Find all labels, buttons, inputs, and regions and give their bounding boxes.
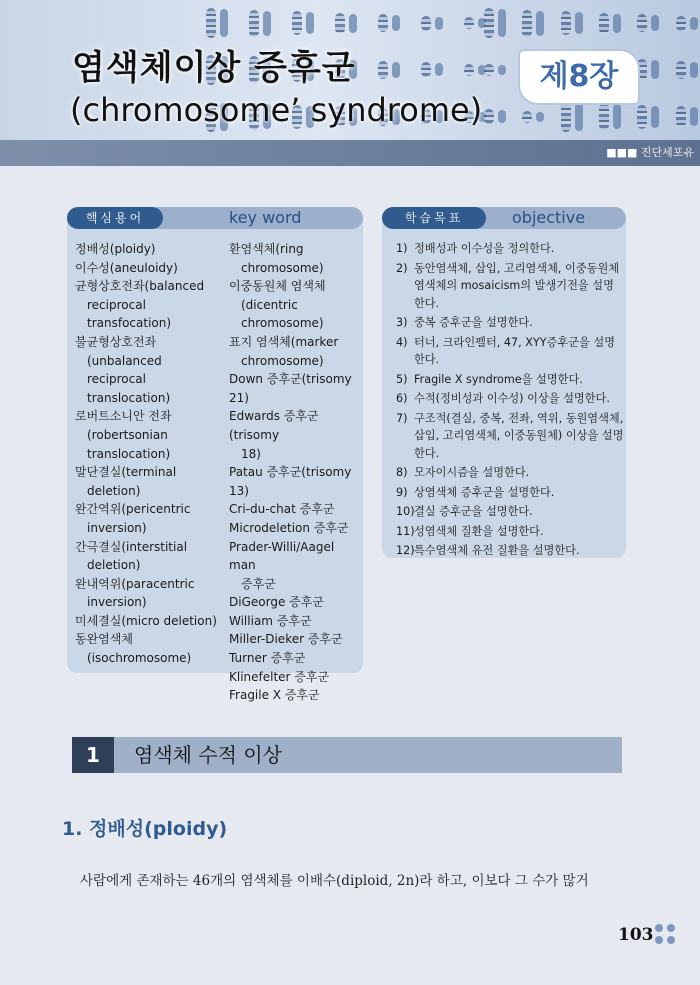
key-term-line: 증후군 bbox=[241, 576, 276, 591]
key-term-line: 균형상호전좌(balanced bbox=[75, 279, 205, 294]
chromosome-pair-icon bbox=[249, 10, 259, 37]
key-term-line: transfocation) bbox=[87, 316, 172, 331]
key-term-line: (dicentric bbox=[241, 297, 298, 312]
objective-item bbox=[396, 464, 624, 482]
objective-number: 12) bbox=[396, 544, 415, 557]
objective-item bbox=[396, 484, 624, 502]
key-term-line: 이중동원체 염색체 bbox=[229, 279, 326, 294]
key-term-line: 간극결실(interstitial bbox=[75, 539, 188, 554]
objective-item bbox=[396, 390, 624, 408]
objective-item bbox=[396, 334, 624, 369]
objective-text: Fragile X syndrome을 설명한다. bbox=[414, 372, 583, 386]
chromosome-pair-icon bbox=[292, 11, 302, 35]
subsection-title: 1. 정배성(ploidy) bbox=[62, 818, 228, 840]
category-label: ■■■ 진단세포유 bbox=[606, 146, 694, 159]
chromosome-pair-icon bbox=[637, 14, 647, 32]
chromosome-pair-icon bbox=[484, 109, 494, 124]
section-title: 염색체 수적 이상 bbox=[134, 743, 282, 767]
chromosome-pair-icon bbox=[637, 105, 647, 129]
chromosome-pair-icon bbox=[378, 61, 388, 79]
chromosome-pair-icon bbox=[599, 103, 609, 130]
objective-text: 정배성과 이수성을 정의한다. bbox=[414, 242, 555, 255]
key-term-line: (unbalanced bbox=[87, 353, 162, 368]
key-term-line: (robertsonian bbox=[87, 427, 168, 442]
chromosome-pair-icon bbox=[421, 16, 431, 31]
objectives-label-en: objective bbox=[512, 208, 586, 227]
objectives-tab bbox=[382, 207, 626, 229]
objective-text: 모자이시즘을 설명한다. bbox=[414, 466, 530, 479]
key-term-line: 완내역위(paracentric bbox=[75, 576, 195, 591]
key-term-line: Patau 증후군(trisomy 13) bbox=[229, 465, 352, 498]
key-term-line: DiGeorge 증후군 bbox=[229, 595, 324, 610]
key-term-line: chromosome) bbox=[241, 316, 324, 331]
objective-text: 중복 증후군을 설명한다. bbox=[414, 316, 533, 329]
objective-number: 3) bbox=[396, 316, 408, 329]
key-terms-label-en: key word bbox=[229, 208, 302, 227]
objective-item bbox=[396, 240, 624, 258]
key-term-line: chromosome) bbox=[241, 353, 324, 368]
objectives-list bbox=[396, 240, 624, 562]
chromosome-pair-icon bbox=[676, 16, 686, 31]
objective-number: 8) bbox=[396, 466, 408, 479]
chapter-badge: 제8장 bbox=[520, 51, 638, 103]
key-term-line: Fragile X 증후군 bbox=[229, 688, 320, 703]
page-dots-icon bbox=[655, 924, 677, 946]
chromosome-pair-icon bbox=[676, 106, 686, 127]
key-term-line: inversion) bbox=[87, 520, 147, 535]
objectives-label-ko: 학습목표 bbox=[382, 207, 486, 229]
key-term-line: Turner 증후군 bbox=[229, 651, 306, 666]
key-term-line: deletion) bbox=[87, 483, 141, 498]
key-term-line: Prader-Willi/Aagel man bbox=[229, 539, 335, 573]
objective-text: 특수염색체 유전 질환을 설명한다. bbox=[414, 544, 580, 557]
objective-number: 11) bbox=[396, 524, 415, 538]
key-term-line: chromosome) bbox=[241, 260, 324, 275]
key-term-line: Miller-Dieker 증후군 bbox=[229, 632, 343, 647]
category-band bbox=[0, 140, 700, 166]
objective-text: 터너, 크라인펠터, 47, XYY증후군을 설명한다. bbox=[414, 335, 615, 366]
objective-number: 7) bbox=[396, 411, 408, 425]
chromosome-pair-icon bbox=[637, 59, 647, 80]
objective-number: 6) bbox=[396, 392, 408, 405]
chromosome-pair-icon bbox=[561, 102, 571, 132]
key-term-line: William 증후군 bbox=[229, 613, 312, 628]
key-terms-tab bbox=[67, 207, 363, 229]
key-term-line: 미세결실(micro deletion) bbox=[75, 613, 217, 628]
key-term-line: 불균형상호전좌 bbox=[75, 334, 157, 349]
key-term-line: 완간역위(pericentric bbox=[75, 502, 191, 517]
chromosome-pair-icon bbox=[561, 11, 571, 35]
key-term-line: Down 증후군(trisomy 21) bbox=[229, 372, 352, 405]
objective-number: 10) bbox=[396, 505, 415, 518]
chromosome-pair-icon bbox=[676, 61, 686, 79]
key-term-line: translocation) bbox=[87, 446, 171, 461]
key-term-line: 로버트소니안 전좌 bbox=[75, 409, 172, 424]
chromosome-pair-icon bbox=[378, 14, 388, 32]
chapter-title: 염색체이상 증후군 bbox=[72, 48, 356, 88]
chapter-subtitle: (chromosome’ syndrome) bbox=[70, 91, 483, 129]
page-number: 103 bbox=[618, 925, 654, 945]
objective-number: 5) bbox=[396, 372, 408, 386]
section-number: 1 bbox=[72, 737, 114, 773]
key-term-line: 18) bbox=[241, 446, 261, 461]
chromosome-pair-icon bbox=[484, 8, 494, 38]
body-paragraph: 사람에게 존재하는 46개의 염색체를 이배수(diploid, 2n)라 하고, 이보다 그 수가 많거 bbox=[80, 873, 589, 889]
objective-item bbox=[396, 523, 624, 541]
chromosome-pair-icon bbox=[522, 111, 532, 123]
chromosome-pair-icon bbox=[206, 8, 216, 38]
objective-item bbox=[396, 260, 624, 313]
key-term-line: 환염색체(ring bbox=[229, 242, 304, 256]
key-term-line: Edwards 증후군(trisomy bbox=[229, 409, 319, 442]
objective-item bbox=[396, 371, 624, 389]
key-term-line: Cri-du-chat 증후군 bbox=[229, 502, 335, 517]
objective-item bbox=[396, 503, 624, 521]
key-term-line: reciprocal bbox=[87, 372, 146, 387]
chromosome-pair-icon bbox=[599, 13, 609, 34]
key-term-line: 이수성(aneuloidy) bbox=[75, 260, 178, 275]
chromosome-pair-icon bbox=[484, 64, 494, 76]
key-term-line: 말단결실(terminal bbox=[75, 465, 177, 480]
key-term-line: deletion) bbox=[87, 558, 141, 573]
chromosome-pair-icon bbox=[335, 13, 345, 34]
key-term-line: 정배성(ploidy) bbox=[75, 242, 156, 256]
chromosome-pair-icon bbox=[522, 10, 532, 37]
objective-text: 결실 증후군을 설명한다. bbox=[414, 505, 533, 518]
key-terms-label-ko: 핵심용어 bbox=[67, 207, 163, 229]
objective-text: 구조적(결실, 중복, 전좌, 역위, 동원염색체, 삽입, 고리염색체, 이중동원체) 이상을 설명한다. bbox=[414, 411, 624, 460]
key-terms-column-1 bbox=[75, 240, 225, 668]
key-term-line: Klinefelter 증후군 bbox=[229, 669, 330, 684]
key-term-line: Microdeletion 증후군 bbox=[229, 520, 349, 535]
objective-number: 2) bbox=[396, 261, 408, 275]
key-term-line: 표지 염색체(marker bbox=[229, 334, 339, 349]
key-term-line: translocation) bbox=[87, 390, 171, 405]
key-terms-column-2 bbox=[229, 240, 363, 705]
objective-text: 수적(정비성과 이수성) 이상을 설명한다. bbox=[414, 392, 610, 405]
objective-item bbox=[396, 410, 624, 463]
key-term-line: reciprocal bbox=[87, 297, 146, 312]
key-term-line: inversion) bbox=[87, 595, 147, 610]
objective-number: 1) bbox=[396, 242, 408, 255]
objective-number: 4) bbox=[396, 335, 408, 349]
chromosome-pair-icon bbox=[421, 62, 431, 77]
objective-text: 성염색체 질환을 설명한다. bbox=[414, 524, 544, 538]
objective-text: 동안염색체, 삽입, 고리염색체, 이중동원체염색체의 mosaicism의 발생기전을 설명한다. bbox=[414, 261, 620, 310]
objective-text: 상염색체 증후군을 설명한다. bbox=[414, 485, 555, 499]
key-term-line: 동완염색체 bbox=[75, 632, 133, 647]
objective-number: 9) bbox=[396, 485, 408, 499]
objective-item bbox=[396, 542, 624, 560]
key-term-line: (isochromosome) bbox=[87, 651, 192, 666]
objective-item bbox=[396, 314, 624, 332]
